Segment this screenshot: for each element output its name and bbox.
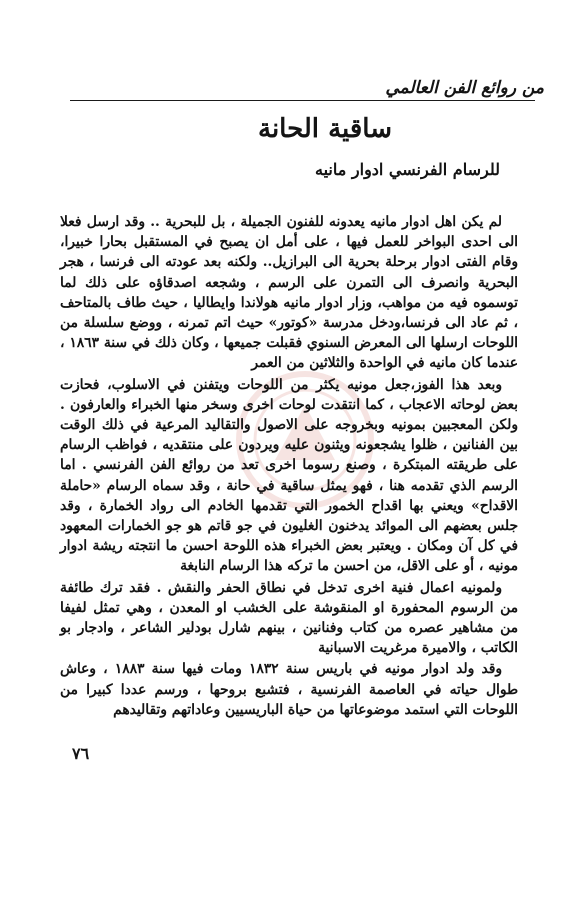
running-header: من روائع الفن العالمي	[385, 78, 544, 98]
article-subtitle: للرسام الفرنسي ادوار مانيه	[315, 160, 500, 179]
page-number: ٧٦	[72, 744, 90, 763]
paragraph-3: ولمونيه اعمال فنية اخرى تدخل في نطاق الحفر والنقش . فقد ترك طائفة من الرسوم المحفورة او المنقوشة على الخشب او المعدن ، وهي تمثل لفيفا من مشاهير عصره من كتاب وفنانين ، بينهم شارل بودلير الشاعر ، وادجار بو الكاتب ، والاميرة مرغريت الاسبانية	[60, 579, 518, 657]
paragraph-2: وبعد هذا الفوز،جعل مونيه يكثر من اللوحات ويتفنن في الاسلوب، فحازت بعض لوحاته الاعجاب ، كما انتقدت لوحات اخرى وسخر منها الخبراء والعارفون . ولكن المعجبين بمونيه وبخروجه على الاصول والتقاليد المرعية في ذلك الوقت بين الفنانين ، ظلوا يشجعونه ويثنون عليه ويردون على منتقديه ، فواظب الرسام على طريقته المبتكرة ، وصنع رسوما اخرى تعد من روائع الفن الفرنسي . اما الرسم الذي تقدمه هنا ، فهو يمثل ساقية في حانة ، وقد سماه الرسام «حاملة الاقداح» ويعني بها اقداح الخمور التي تقدمها الخادم الى رواد الخمارة ، وقد جلس بعضهم الى الموائد يدخنون الغليون في جو قاتم هو جو الخمارات المعهود في كل آن ومكان . ويعتبر بعض الخبراء هذه اللوحة احسن ما انتجته ريشة ادوار مونيه ، أو على الاقل، من احسن ما تركه هذا الرسام النابغة	[60, 376, 518, 575]
article-title: ساقية الحانة	[258, 114, 392, 144]
header-rule	[70, 100, 535, 101]
paragraph-1: لم يكن اهل ادوار مانيه يعدونه للفنون الجميلة ، بل للبحرية .. وقد ارسل فعلا الى احدى البواخر للعمل فيها ، على أمل ان يصبح في المستقبل بحارا خبيرا، وقام الفتى ادوار برحلة بحرية الى البرازيل.. ولكنه بعد عودته الى فرنسا ، هجر البحرية وانصرف الى التمرن على الرسم ، وشجعه اصدقاؤه على ذلك لما توسموه فيه من مواهب، وزار ادوار مانيه هولاندا وايطاليا ، حيث طاف بالمتاحف ، ثم عاد الى فرنسا،ودخل مدرسة «كوتور» حيث اتم تمرنه ، ووضع سلسلة من اللوحات ارسلها الى المعرض السنوي فقبلت جميعها ، وكان ذلك في سنة ١٨٦٣ ، عندما كان مانيه في الواحدة والثلاثين من العمر	[60, 214, 518, 372]
article-body	[60, 212, 518, 720]
paragraph-4: وقد ولد ادوار مونيه في باريس سنة ١٨٣٢ ومات فيها سنة ١٨٨٣ ، وعاش طوال حياته في العاصمة الفرنسية ، فتشبع بروحها ، ورسم عددا كبيرا من اللوحات التي استمد موضوعاتها من حياة الباريسيين وعاداتهم وتقاليدهم	[60, 661, 518, 718]
